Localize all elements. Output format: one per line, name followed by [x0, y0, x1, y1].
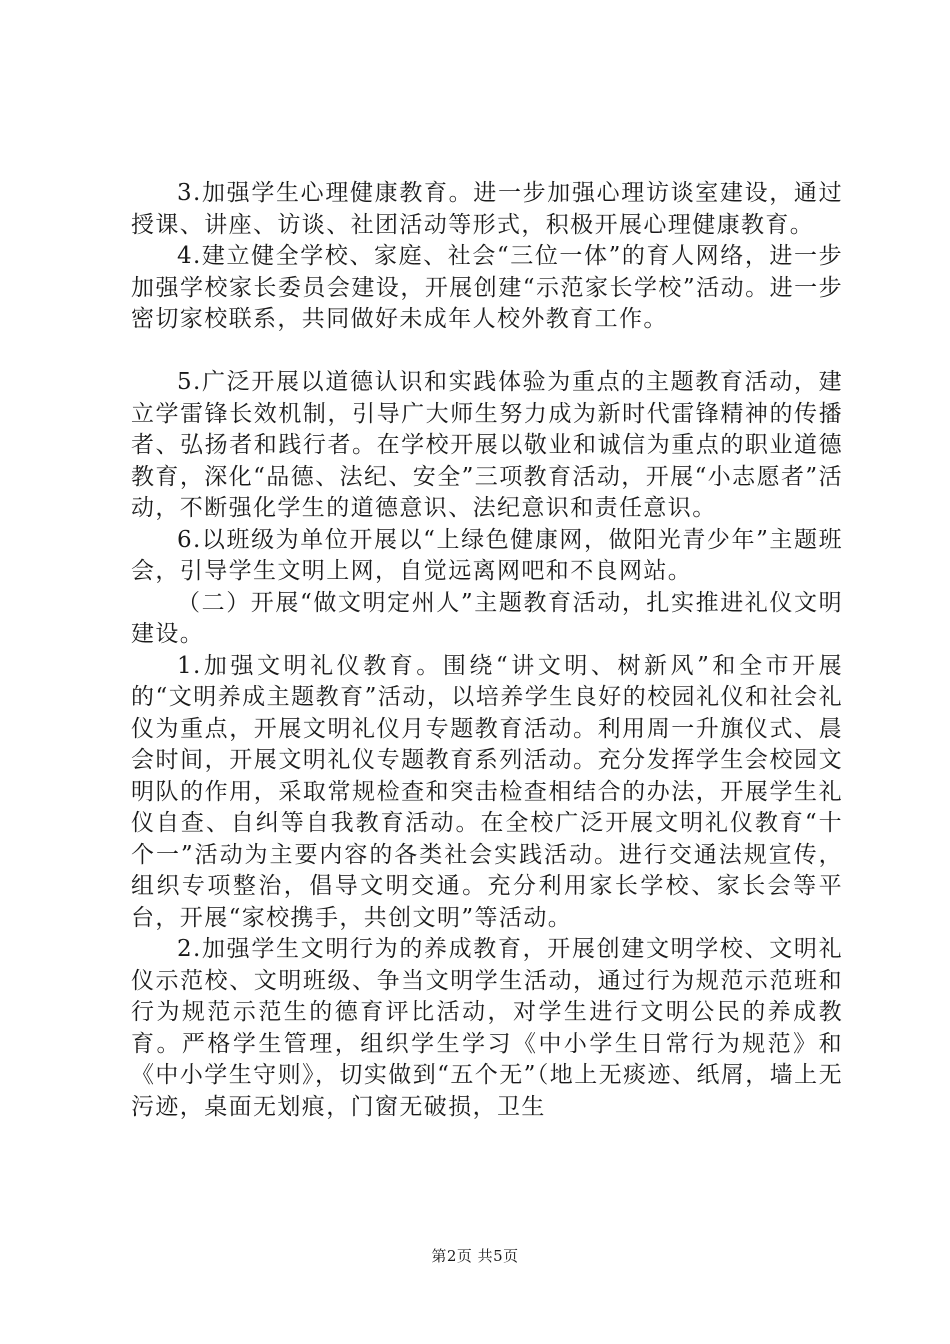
paragraph-item-1: 1.加强文明礼仪教育。围绕“讲文明、树新风”和全市开展的“文明养成主题教育”活动，以培养学生良好的校园礼仪和社会礼仪为重点，开展文明礼仪月专题教育活动。利用周一升旗仪式、晨会时间，开展文明礼仪专题教育系列活动。充分发挥学生会校园文明队的作用，采取常规检查和突击检查相结合的办法，开展学生礼仪自查、自纠等自我教育活动。在全校广泛开展文明礼仪教育“十个一”活动为主要内容的各类社会实践活动。进行交通法规宣传，组织专项整治，倡导文明交通。充分利用家长学校、家长会等平台，开展“家校携手，共创文明”等活动。 [131, 652, 843, 931]
document-body [131, 178, 843, 1123]
paragraph-item-3: 3.加强学生心理健康教育。进一步加强心理访谈室建设，通过授课、讲座、访谈、社团活动等形式，积极开展心理健康教育。 [131, 180, 843, 238]
paragraph-item-2: 2.加强学生文明行为的养成教育，开展创建文明学校、文明礼仪示范校、文明班级、争当文明学生活动，通过行为规范示范班和行为规范示范生的德育评比活动，对学生进行文明公民的养成教育。严格学生管理，组织学生学习《中小学生日常行为规范》和《中小学生守则》，切实做到“五个无”（地上无痰迹、纸屑，墙上无污迹，桌面无划痕，门窗无破损，卫生 [131, 936, 843, 1120]
paragraph-item-4: 4.建立健全学校、家庭、社会“三位一体”的育人网络，进一步加强学校家长委员会建设，开展创建“示范家长学校”活动。进一步密切家校联系，共同做好未成年人校外教育工作。 [131, 243, 843, 332]
page-footer: 第2页 共5页 [431, 1247, 519, 1265]
paragraph-item-5: 5.广泛开展以道德认识和实践体验为重点的主题教育活动，建立学雷锋长效机制，引导广大师生努力成为新时代雷锋精神的传播者、弘扬者和践行者。在学校开展以敬业和诚信为重点的职业道德教育，深化“品德、法纪、安全”三项教育活动，开展“小志愿者”活动，不断强化学生的道德意识、法纪意识和责任意识。 [131, 369, 843, 521]
paragraph-item-6: 6.以班级为单位开展以“上绿色健康网，做阳光青少年”主题班会，引导学生文明上网，自觉远离网吧和不良网站。 [131, 526, 843, 584]
section-heading-2: （二）开展“做文明定州人”主题教育活动，扎实推进礼仪文明建设。 [131, 589, 843, 647]
